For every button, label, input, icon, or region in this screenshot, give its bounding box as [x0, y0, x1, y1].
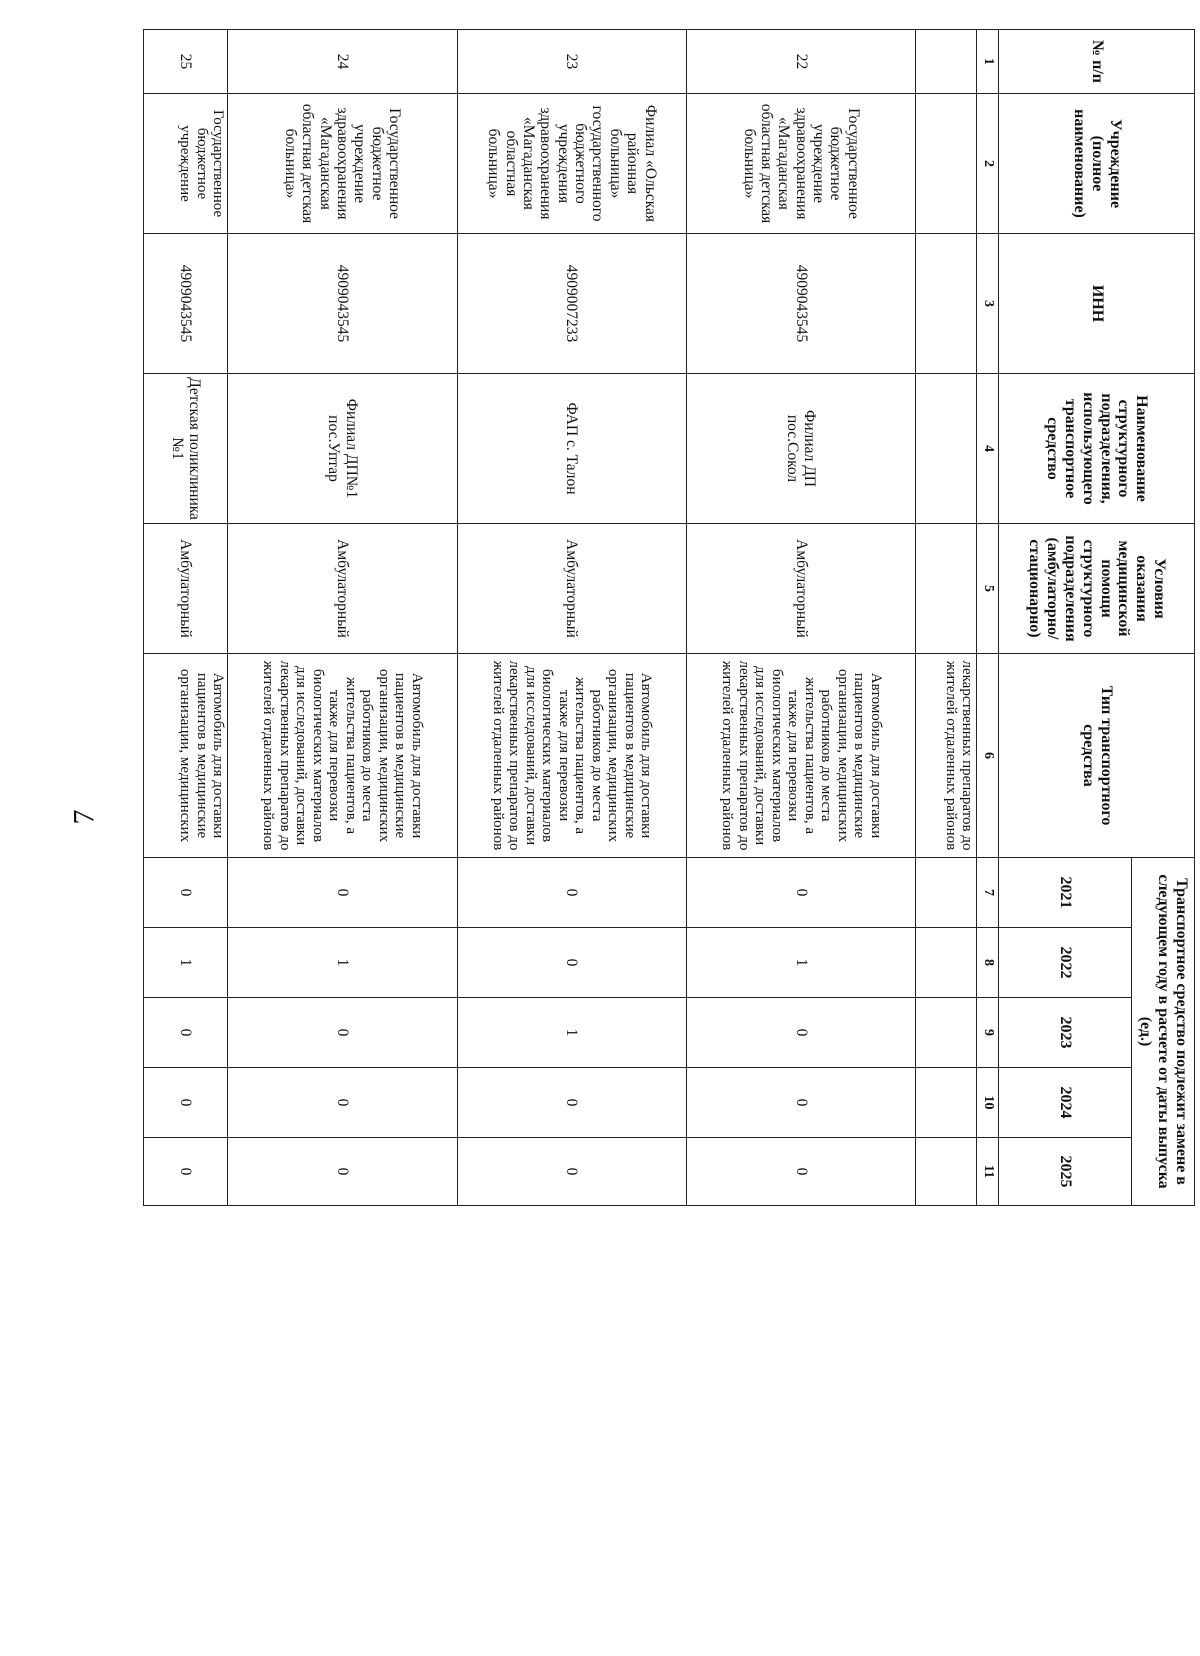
- row-conditions: Амбулаторный: [144, 524, 228, 654]
- table-row: [144, 30, 228, 1206]
- vehicle-replacement-table: [143, 29, 1195, 1206]
- header-unit: Наименование структурного подразделения, использующего транспортное средство: [999, 374, 1195, 524]
- row-conditions: Амбулаторный: [457, 524, 686, 654]
- row-inn: 4909043545: [144, 234, 228, 374]
- row-vehicle-type: Автомобиль для доставки пациентов в медицинские организации, медицинских работников до места жительства пациентов, а также для перевозки биологических материалов для исследований, доставки лекарственных препаратов до жителей отдаленных районов: [228, 654, 457, 858]
- row-value: 0: [228, 858, 457, 928]
- column-number: 9: [977, 998, 999, 1068]
- page-number: 7: [67, 809, 101, 825]
- row-value: 0: [457, 928, 686, 998]
- header-vehicle-type: Тип транспортного средства: [999, 654, 1195, 858]
- row-unit: Филиал ДП№1 пос.Уптар: [228, 374, 457, 524]
- column-number: 3: [977, 234, 999, 374]
- column-number: 6: [977, 654, 999, 858]
- row-conditions: Амбулаторный: [686, 524, 915, 654]
- header-num: № п/п: [999, 30, 1195, 94]
- row-value: 1: [686, 928, 915, 998]
- header-replacement: Транспортное средство подлежит замене в следующем году в расчете от даты выпуска (ед.): [1131, 858, 1194, 1206]
- row-unit: Детская поликлиника №1: [144, 374, 228, 524]
- column-number: 11: [977, 1138, 999, 1206]
- table-row: [686, 30, 915, 1206]
- header-year: 2022: [999, 928, 1132, 998]
- row-value: 0: [686, 1068, 915, 1138]
- header-institution: Учреждение (полное наименование): [999, 94, 1195, 234]
- rotated-table-container: [143, 29, 1195, 1205]
- row-num: 23: [457, 30, 686, 94]
- row-vehicle-type: Автомобиль для доставки пациентов в медицинские организации, медицинских: [144, 654, 228, 858]
- row-inn: 4909007233: [457, 234, 686, 374]
- column-number: 7: [977, 858, 999, 928]
- continuation-row: [916, 30, 977, 1206]
- column-number: 2: [977, 94, 999, 234]
- row-num: 24: [228, 30, 457, 94]
- row-value: 1: [457, 998, 686, 1068]
- row-inn: 4909043545: [228, 234, 457, 374]
- row-num: 22: [686, 30, 915, 94]
- column-number: 8: [977, 928, 999, 998]
- column-number: 10: [977, 1068, 999, 1138]
- row-unit: ФАП с. Талон: [457, 374, 686, 524]
- row-unit: Филиал ДП пос.Сокол: [686, 374, 915, 524]
- table-row: [228, 30, 457, 1206]
- row-institution: Филиал «Ольская районная больница» государственного бюджетного учреждения здравоохранения «Магаданская областная больница»: [457, 94, 686, 234]
- row-value: 0: [144, 858, 228, 928]
- row-institution: Государственное бюджетное учреждение здравоохранения «Магаданская областная детская больница»: [686, 94, 915, 234]
- row-vehicle-type: Автомобиль для доставки пациентов в медицинские организации, медицинских работников до места жительства пациентов, а также для перевозки биологических материалов для исследований, доставки лекарственных препаратов до жителей отдаленных районов: [457, 654, 686, 858]
- row-inn: 4909043545: [686, 234, 915, 374]
- header-year: 2023: [999, 998, 1132, 1068]
- header-year: 2025: [999, 1138, 1132, 1206]
- header-year: 2021: [999, 858, 1132, 928]
- row-num: 25: [144, 30, 228, 94]
- header-conditions: Условия оказания медицинской помощи структурного подразделения (амбулаторно/ стационарно): [999, 524, 1195, 654]
- row-value: 0: [228, 1068, 457, 1138]
- row-value: 0: [686, 1138, 915, 1206]
- column-number: 5: [977, 524, 999, 654]
- row-institution: Государственное бюджетное учреждение здравоохранения «Магаданская областная детская больница»: [228, 94, 457, 234]
- row-conditions: Амбулаторный: [228, 524, 457, 654]
- row-value: 0: [228, 998, 457, 1068]
- row-value: 0: [144, 1138, 228, 1206]
- row-value: 0: [686, 858, 915, 928]
- row-value: 1: [228, 928, 457, 998]
- row-value: 0: [457, 858, 686, 928]
- continuation-text: лекарственных препаратов до жителей отдаленных районов: [916, 654, 977, 858]
- header-year: 2024: [999, 1068, 1132, 1138]
- column-number: 1: [977, 30, 999, 94]
- row-value: 0: [457, 1068, 686, 1138]
- row-value: 1: [144, 928, 228, 998]
- row-value: 0: [228, 1138, 457, 1206]
- header-inn: ИНН: [999, 234, 1195, 374]
- row-value: 0: [144, 1068, 228, 1138]
- row-vehicle-type: Автомобиль для доставки пациентов в медицинские организации, медицинских работников до места жительства пациентов, а также для перевозки биологических материалов для исследований, доставки лекарственных препаратов до жителей отдаленных районов: [686, 654, 915, 858]
- row-value: 0: [144, 998, 228, 1068]
- row-value: 0: [457, 1138, 686, 1206]
- column-number: 4: [977, 374, 999, 524]
- table-row: [457, 30, 686, 1206]
- row-value: 0: [686, 998, 915, 1068]
- row-institution: Государственное бюджетное учреждение: [144, 94, 228, 234]
